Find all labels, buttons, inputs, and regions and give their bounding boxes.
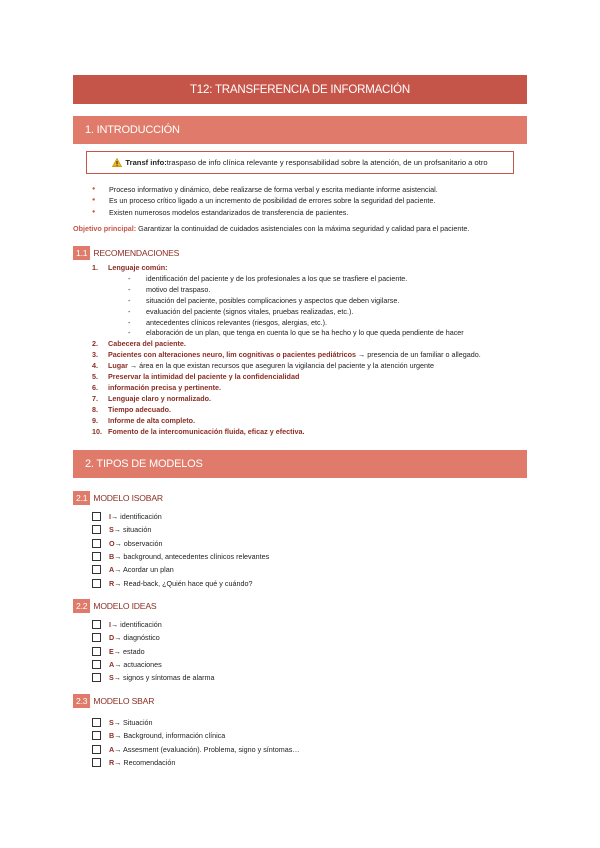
checklist-item[interactable] [92, 756, 300, 769]
section-heading-tipos-de-modelos: 2. TIPOS DE MODELOS [73, 450, 527, 478]
item-extra: → presencia de un familiar o allegado. [356, 350, 481, 360]
subsection-label: MODELO SBAR [93, 696, 155, 706]
item-text: Pacientes con alteraciones neuro, lim cognitivas o pacientes pediátricos [108, 350, 357, 360]
sbar-checklist [92, 716, 300, 769]
checkbox[interactable] [92, 512, 101, 521]
subsection-heading-sbar [73, 694, 154, 708]
item-letter: O [109, 538, 115, 548]
list-item [92, 361, 481, 372]
checkbox[interactable] [92, 758, 101, 767]
item-number: 4. [92, 361, 98, 371]
document-title: T12: TRANSFERENCIA DE INFORMACIÓN [73, 75, 527, 104]
isobar-checklist [92, 510, 269, 590]
list-item: - antecedentes clínicos relevantes (riesgos, alergias, etc.). [128, 318, 481, 329]
checkbox[interactable] [92, 660, 101, 669]
item-letter: B [109, 552, 115, 562]
list-item [92, 394, 481, 405]
item-text: → actuaciones [114, 660, 162, 670]
checklist-item[interactable] [92, 563, 269, 576]
item-letter: A [109, 565, 115, 575]
item-number: 6. [92, 382, 98, 392]
item-text: → estado [113, 646, 145, 656]
checkbox[interactable] [92, 552, 101, 561]
item-text: → diagnóstico [114, 633, 160, 643]
callout-text: traspaso de info clínica relevante y responsabilidad sobre la atención, de un profsanitario a otro [166, 158, 488, 167]
checklist-item[interactable] [92, 510, 269, 523]
list-item: ● Es un proceso crítico ligado a un incremento de posibilidad de errores sobre la seguridad del paciente. [92, 195, 438, 206]
item-text: → Read-back, ¿Quién hace qué y cuándo? [114, 578, 253, 588]
callout-label: Transf info: [125, 158, 167, 167]
section-heading-introduccion: 1. INTRODUCCIÓN [73, 116, 527, 144]
item-number: 10. [92, 426, 102, 436]
item-text: Lugar [108, 361, 128, 371]
item-letter: D [109, 633, 115, 643]
list-item [92, 427, 481, 438]
item-text: → identificación [111, 620, 162, 630]
subsection-number: 2.2 [73, 599, 90, 613]
list-item: - identificación del paciente y de los profesionales a los que se trasfiere el paciente. [128, 274, 481, 285]
objective-label: Objetivo principal: [73, 224, 137, 233]
item-text: → Situación [113, 718, 153, 728]
item-text: Lenguaje claro y normalizado. [108, 393, 212, 403]
checklist-item[interactable] [92, 523, 269, 536]
item-number: 7. [92, 393, 98, 403]
item-letter: I [109, 620, 111, 630]
warning-icon [112, 158, 122, 167]
checklist-item[interactable] [92, 537, 269, 550]
ideas-checklist [92, 618, 214, 684]
item-letter: B [109, 731, 115, 741]
checkbox[interactable] [92, 718, 101, 727]
checkbox[interactable] [92, 731, 101, 740]
item-text: → Recomendación [114, 758, 176, 768]
subsection-number: 1.1 [73, 246, 90, 260]
item-number: 1. [92, 263, 98, 272]
list-item: - motivo del traspaso. [128, 285, 481, 296]
item-number: 5. [92, 372, 98, 382]
checklist-item[interactable] [92, 550, 269, 563]
item-text: Fomento de la intercomunicación fluida, eficaz y efectiva. [108, 426, 305, 436]
item-text: información precisa y pertinente. [108, 382, 222, 392]
list-item [92, 416, 481, 427]
item-text: → Background, información clínica [114, 731, 226, 741]
item-text: Cabecera del paciente. [108, 339, 186, 349]
item-text: → situación [113, 525, 152, 535]
list-item: ● Proceso informativo y dinámico, debe realizarse de forma verbal y escrita mediante informe asistencial. [92, 184, 438, 195]
subsection-label: RECOMENDACIONES [93, 248, 180, 258]
checkbox[interactable] [92, 620, 101, 629]
list-item [92, 263, 481, 274]
item-text: → signos y síntomas de alarma [113, 673, 215, 683]
subsection-label: MODELO IDEAS [93, 601, 157, 611]
checkbox[interactable] [92, 647, 101, 656]
subsection-heading-ideas [73, 599, 156, 613]
checklist-item[interactable] [92, 716, 300, 729]
checklist-item[interactable] [92, 618, 214, 631]
checklist-item[interactable] [92, 645, 214, 658]
item-text: → background, antecedentes clínicos relevantes [114, 552, 270, 562]
item-extra: → área en la que existan recursos que aseguren la vigilancia del paciente y la atención urgente [127, 361, 435, 371]
item-text: → identificación [111, 512, 162, 522]
checkbox[interactable] [92, 633, 101, 642]
list-item: - evaluación del paciente (signos vitales, pruebas realizadas, etc.). [128, 307, 481, 318]
subsection-number: 2.3 [73, 694, 90, 708]
subsection-number: 2.1 [73, 491, 90, 505]
subsection-heading-recomendaciones [73, 246, 179, 260]
item-text: → Assesment (evaluación). Problema, signo y síntomas… [114, 744, 300, 754]
list-item [92, 350, 481, 361]
subsection-label: MODELO ISOBAR [93, 493, 163, 503]
checkbox[interactable] [92, 673, 101, 682]
item-letter: A [109, 660, 115, 670]
item-number: 9. [92, 415, 98, 425]
checkbox[interactable] [92, 565, 101, 574]
item-text: Lenguaje común: [108, 263, 168, 272]
checklist-item[interactable] [92, 631, 214, 644]
item-letter: I [109, 512, 111, 522]
item-number: 8. [92, 404, 98, 414]
checkbox[interactable] [92, 539, 101, 548]
item-letter: S [109, 525, 114, 535]
list-item: - situación del paciente, posibles complicaciones y aspectos que deben vigilarse. [128, 296, 481, 307]
list-item [92, 383, 481, 394]
checklist-item[interactable] [92, 729, 300, 742]
intro-bullet-list [92, 184, 438, 218]
item-letter: R [109, 758, 115, 768]
objective-statement [73, 224, 469, 233]
list-item: - elaboración de un plan, que tenga en cuenta lo que se ha hecho y lo que queda pendiente de hacer [128, 328, 481, 339]
item-text: → Acordar un plan [114, 565, 174, 575]
checkbox[interactable] [92, 745, 101, 754]
definition-callout [86, 151, 514, 174]
subsection-heading-isobar [73, 491, 163, 505]
checklist-item[interactable] [92, 671, 214, 684]
item-text: → observación [114, 538, 163, 548]
list-item: ● Existen numerosos modelos estandarizados de transferencia de pacientes. [92, 207, 438, 218]
list-item [92, 339, 481, 350]
item-letter: R [109, 578, 115, 588]
checklist-item[interactable] [92, 743, 300, 756]
item-text: Informe de alta completo. [108, 415, 196, 425]
item-letter: S [109, 673, 114, 683]
item-text: Preservar la intimidad del paciente y la confidencialidad [108, 372, 300, 382]
list-item [92, 405, 481, 416]
recommendations-list [92, 263, 481, 438]
common-language-sublist [92, 274, 481, 339]
item-letter: E [109, 646, 114, 656]
checklist-item[interactable] [92, 658, 214, 671]
checkbox[interactable] [92, 579, 101, 588]
checkbox[interactable] [92, 525, 101, 534]
list-item [92, 372, 481, 383]
item-number: 2. [92, 339, 98, 349]
checklist-item[interactable] [92, 576, 269, 589]
item-number: 3. [92, 350, 98, 360]
item-letter: A [109, 744, 115, 754]
item-text: Tiempo adecuado. [108, 404, 171, 414]
item-letter: S [109, 718, 114, 728]
objective-text: Garantizar la continuidad de cuidados asistenciales con la máxima seguridad y calidad para el paciente. [136, 224, 470, 233]
